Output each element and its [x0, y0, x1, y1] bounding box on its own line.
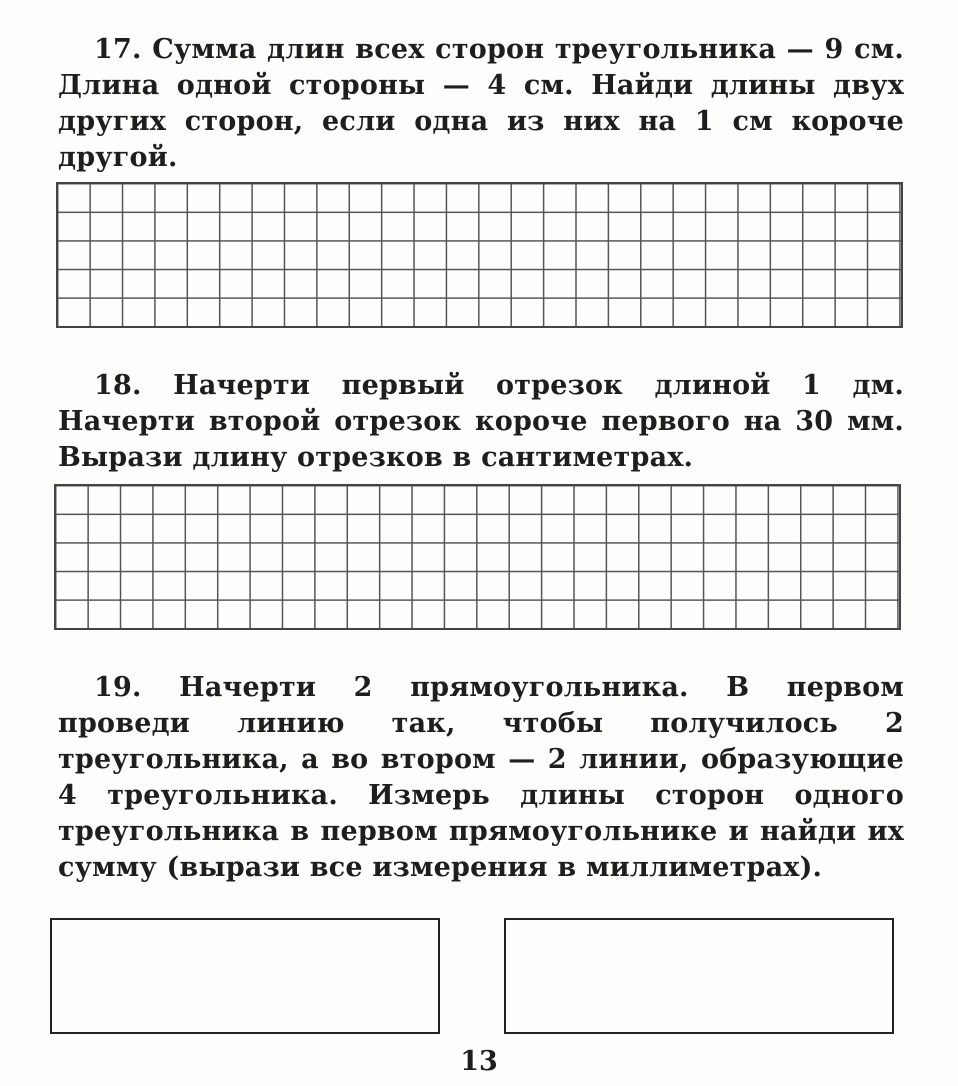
problem-text: Начерти 2 прямоугольника. В первом проведи линию так, чтобы получилось 2 треугольника, а во втором — 2 линии, образующие 4 треугольника. Измерь длины сторон одного треугольника в первом прямоугольнике и найди их сумму (вырази все измерения в миллиметрах).: [58, 672, 905, 883]
problem-number: 19.: [94, 672, 142, 703]
page-number: 13: [460, 1046, 498, 1077]
problem-number: 18.: [94, 370, 142, 401]
answer-grid-18[interactable]: [54, 484, 901, 630]
problem-text: Начерти первый отрезок длиной 1 дм. Начерти второй отрезок короче первого на 30 мм. Вырази длину отрезков в сантиметрах.: [58, 370, 904, 473]
problem-18: [58, 368, 904, 476]
problem-text: Сумма длин всех сторон треугольника — 9 см. Длина одной стороны — 4 см. Найди длины двух других сторон, если одна из них на 1 см короче другой.: [58, 34, 904, 173]
answer-grid-17[interactable]: [56, 182, 903, 328]
problem-19: [58, 670, 904, 886]
rectangle-answer-box-1[interactable]: [50, 918, 440, 1034]
problem-number: 17.: [94, 34, 142, 65]
rectangle-answer-box-2[interactable]: [504, 918, 894, 1034]
problem-17: [58, 32, 904, 176]
